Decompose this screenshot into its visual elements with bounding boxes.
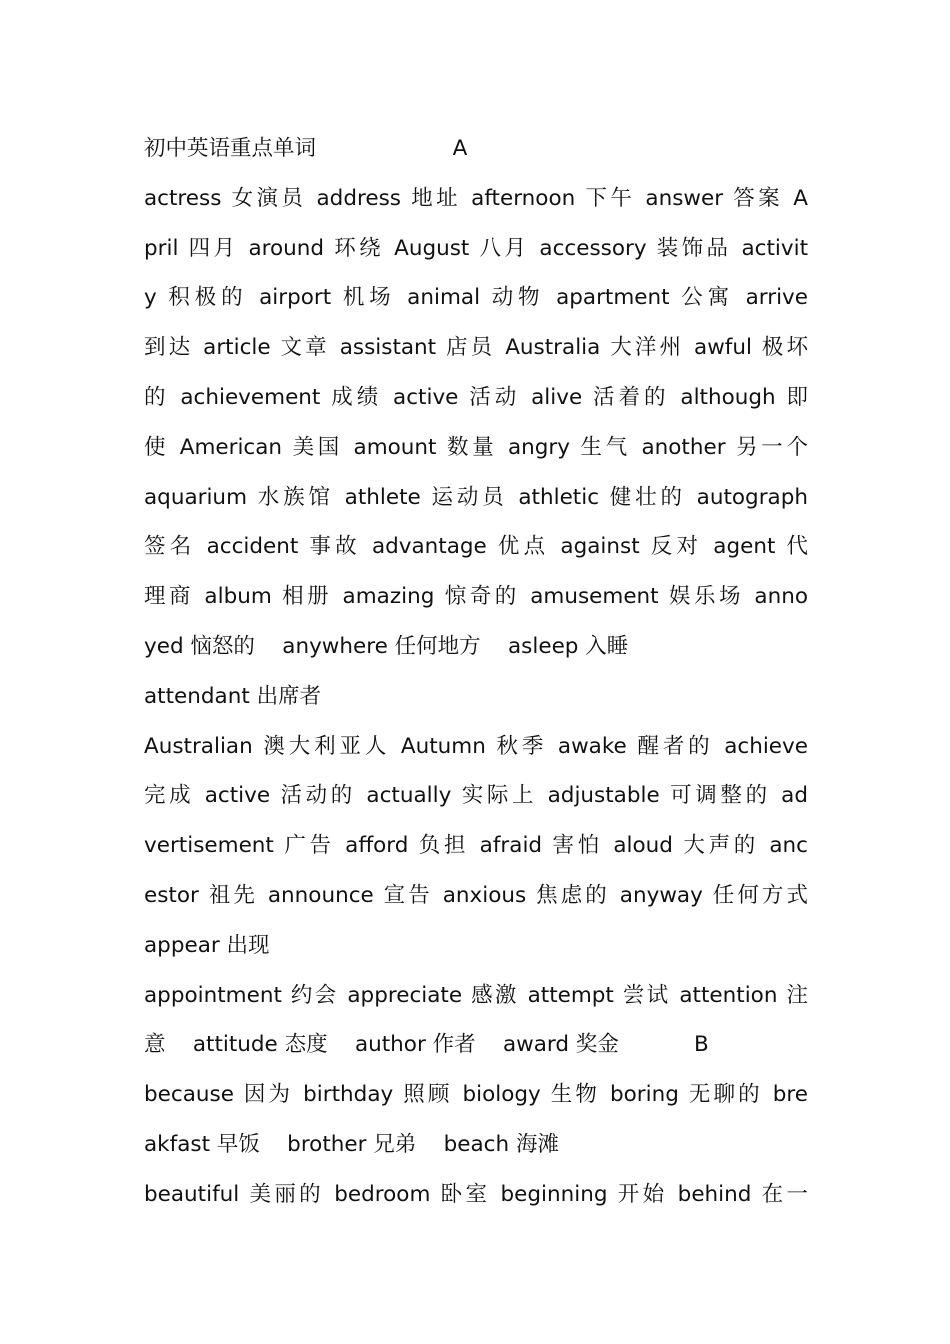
vocabulary-text xyxy=(144,124,808,1220)
text-line: actress 女演员 address 地址 afternoon 下午 answer 答案 A xyxy=(144,185,808,211)
text-line: 理商 album 相册 amazing 惊奇的 amusement 娱乐场 anno xyxy=(144,584,808,610)
text-line: 签名 accident 事故 advantage 优点 against 反对 agent 代 xyxy=(144,534,808,560)
text-line: yed 恼怒的 anywhere 任何地方 asleep 入睡 xyxy=(144,633,629,659)
text-line: appear 出现 xyxy=(144,932,270,958)
text-line: 使 American 美国 amount 数量 angry 生气 another 另一个 xyxy=(144,434,808,460)
text-line: 意 attitude 态度 author 作者 award 奖金 B xyxy=(144,1032,709,1058)
text-line: attendant 出席者 xyxy=(144,683,322,709)
text-line: 完成 active 活动的 actually 实际上 adjustable 可调整的 ad xyxy=(144,783,808,809)
text-line: 初中英语重点单词 A xyxy=(144,136,468,161)
text-line: 的 achievement 成绩 active 活动 alive 活着的 although 即 xyxy=(144,384,808,410)
text-line: Australian 澳大利亚人 Autumn 秋季 awake 醒者的 achieve xyxy=(144,733,808,759)
text-line: appointment 约会 appreciate 感激 attempt 尝试 attention 注 xyxy=(144,982,808,1008)
text-line: estor 祖先 announce 宣告 anxious 焦虑的 anyway 任何方式 xyxy=(144,882,808,908)
text-line: 到达 article 文章 assistant 店员 Australia 大洋州 awful 极坏 xyxy=(144,335,808,361)
text-line: aquarium 水族馆 athlete 运动员 athletic 健壮的 autograph xyxy=(144,484,808,510)
text-line: pril 四月 around 环绕 August 八月 accessory 装饰品 activit xyxy=(144,235,808,261)
text-line: because 因为 birthday 照顾 biology 生物 boring 无聊的 bre xyxy=(144,1082,808,1108)
text-line: y 积极的 airport 机场 animal 动物 apartment 公寓 arrive xyxy=(144,285,808,311)
text-line: akfast 早饭 brother 兄弟 beach 海滩 xyxy=(144,1131,559,1157)
text-line: vertisement 广告 afford 负担 afraid 害怕 aloud 大声的 anc xyxy=(144,833,808,859)
text-line: beautiful 美丽的 bedroom 卧室 beginning 开始 behind 在一 xyxy=(144,1181,808,1207)
